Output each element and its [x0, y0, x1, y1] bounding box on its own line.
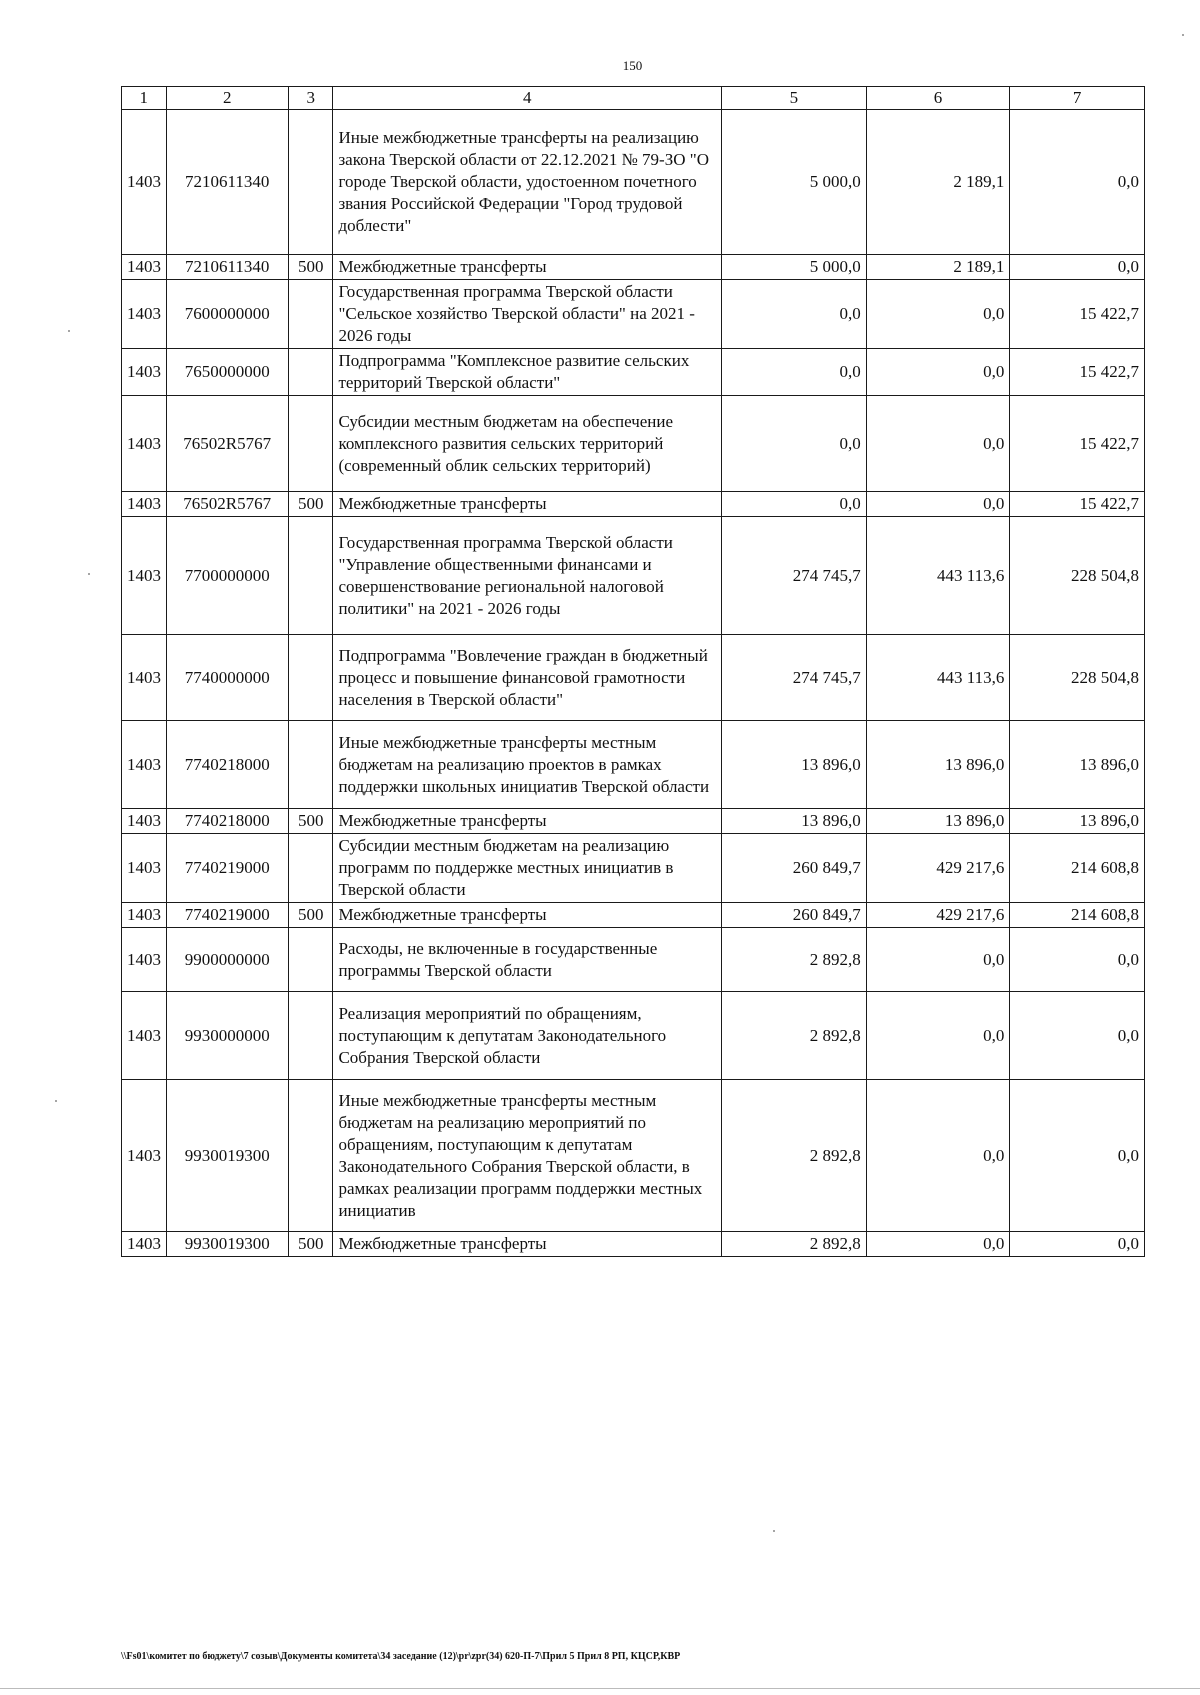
section-code-cell: 1403	[122, 992, 167, 1080]
expense-type-code-cell: 500	[288, 1232, 333, 1257]
amount-2023-cell: 0,0	[866, 992, 1010, 1080]
expense-type-code-cell	[288, 396, 333, 492]
amount-2022-cell: 0,0	[722, 396, 867, 492]
amount-2022-cell: 274 745,7	[722, 635, 867, 721]
amount-2022-cell: 0,0	[722, 492, 867, 517]
description-cell: Межбюджетные трансферты	[333, 903, 722, 928]
target-article-code-cell: 76502R5767	[166, 492, 288, 517]
amount-2023-cell: 2 189,1	[866, 110, 1010, 255]
target-article-code-cell: 9930019300	[166, 1232, 288, 1257]
header-row	[122, 87, 1145, 110]
column-header-3: 3	[288, 87, 333, 110]
amount-2022-cell: 13 896,0	[722, 721, 867, 809]
amount-2024-cell: 0,0	[1010, 928, 1145, 992]
amount-2024-cell: 228 504,8	[1010, 517, 1145, 635]
table-body	[122, 110, 1145, 1257]
description-cell: Межбюджетные трансферты	[333, 809, 722, 834]
scan-speck	[773, 1530, 775, 1532]
target-article-code-cell: 7650000000	[166, 349, 288, 396]
description-cell: Государственная программа Тверской области "Сельское хозяйство Тверской области" на 2021 - 2026 годы	[333, 280, 722, 349]
target-article-code-cell: 7210611340	[166, 110, 288, 255]
amount-2023-cell: 0,0	[866, 280, 1010, 349]
amount-2024-cell: 15 422,7	[1010, 349, 1145, 396]
amount-2022-cell: 2 892,8	[722, 928, 867, 992]
amount-2022-cell: 274 745,7	[722, 517, 867, 635]
table-row	[122, 992, 1145, 1080]
amount-2023-cell: 13 896,0	[866, 809, 1010, 834]
target-article-code-cell: 7600000000	[166, 280, 288, 349]
target-article-code-cell: 76502R5767	[166, 396, 288, 492]
section-code-cell: 1403	[122, 280, 167, 349]
amount-2024-cell: 0,0	[1010, 1232, 1145, 1257]
target-article-code-cell: 7740000000	[166, 635, 288, 721]
amount-2023-cell: 429 217,6	[866, 903, 1010, 928]
target-article-code-cell: 9930019300	[166, 1080, 288, 1232]
description-cell: Иные межбюджетные трансферты местным бюджетам на реализацию проектов в рамках поддержки школьных инициатив Тверской области	[333, 721, 722, 809]
target-article-code-cell: 7700000000	[166, 517, 288, 635]
expense-type-code-cell	[288, 721, 333, 809]
budget-table	[121, 86, 1145, 1257]
amount-2022-cell: 2 892,8	[722, 992, 867, 1080]
column-header-1: 1	[122, 87, 167, 110]
section-code-cell: 1403	[122, 349, 167, 396]
amount-2022-cell: 13 896,0	[722, 809, 867, 834]
section-code-cell: 1403	[122, 1080, 167, 1232]
table-row	[122, 834, 1145, 903]
amount-2023-cell: 13 896,0	[866, 721, 1010, 809]
amount-2024-cell: 15 422,7	[1010, 396, 1145, 492]
column-header-4: 4	[333, 87, 722, 110]
amount-2023-cell: 0,0	[866, 928, 1010, 992]
section-code-cell: 1403	[122, 396, 167, 492]
section-code-cell: 1403	[122, 834, 167, 903]
table-row	[122, 635, 1145, 721]
description-cell: Государственная программа Тверской области "Управление общественными финансами и совершенствование региональной налоговой политики" на 2021 - 2026 годы	[333, 517, 722, 635]
table-row	[122, 280, 1145, 349]
column-header-2: 2	[166, 87, 288, 110]
section-code-cell: 1403	[122, 721, 167, 809]
description-cell: Межбюджетные трансферты	[333, 492, 722, 517]
expense-type-code-cell: 500	[288, 903, 333, 928]
section-code-cell: 1403	[122, 635, 167, 721]
column-header-5: 5	[722, 87, 867, 110]
expense-type-code-cell	[288, 834, 333, 903]
section-code-cell: 1403	[122, 110, 167, 255]
amount-2022-cell: 260 849,7	[722, 903, 867, 928]
amount-2023-cell: 0,0	[866, 1232, 1010, 1257]
table-row	[122, 903, 1145, 928]
amount-2024-cell: 15 422,7	[1010, 280, 1145, 349]
expense-type-code-cell	[288, 635, 333, 721]
expense-type-code-cell	[288, 349, 333, 396]
description-cell: Межбюджетные трансферты	[333, 1232, 722, 1257]
table-row	[122, 809, 1145, 834]
amount-2024-cell: 0,0	[1010, 1080, 1145, 1232]
amount-2024-cell: 0,0	[1010, 110, 1145, 255]
target-article-code-cell: 7740219000	[166, 903, 288, 928]
table-row	[122, 396, 1145, 492]
scan-speck	[1182, 34, 1184, 36]
column-header-6: 6	[866, 87, 1010, 110]
target-article-code-cell: 7740219000	[166, 834, 288, 903]
amount-2024-cell: 0,0	[1010, 255, 1145, 280]
amount-2022-cell: 2 892,8	[722, 1080, 867, 1232]
expense-type-code-cell: 500	[288, 809, 333, 834]
description-cell: Реализация мероприятий по обращениям, поступающим к депутатам Законодательного Собрания Тверской области	[333, 992, 722, 1080]
amount-2023-cell: 0,0	[866, 492, 1010, 517]
amount-2024-cell: 13 896,0	[1010, 809, 1145, 834]
section-code-cell: 1403	[122, 903, 167, 928]
amount-2022-cell: 5 000,0	[722, 255, 867, 280]
table-row	[122, 928, 1145, 992]
description-cell: Расходы, не включенные в государственные программы Тверской области	[333, 928, 722, 992]
table-row	[122, 1080, 1145, 1232]
amount-2023-cell: 0,0	[866, 1080, 1010, 1232]
section-code-cell: 1403	[122, 492, 167, 517]
description-cell: Субсидии местным бюджетам на обеспечение комплексного развития сельских территорий (современный облик сельских территорий)	[333, 396, 722, 492]
section-code-cell: 1403	[122, 255, 167, 280]
expense-type-code-cell: 500	[288, 255, 333, 280]
target-article-code-cell: 9930000000	[166, 992, 288, 1080]
table-row	[122, 349, 1145, 396]
description-cell: Межбюджетные трансферты	[333, 255, 722, 280]
column-header-7: 7	[1010, 87, 1145, 110]
expense-type-code-cell	[288, 517, 333, 635]
amount-2023-cell: 429 217,6	[866, 834, 1010, 903]
amount-2024-cell: 0,0	[1010, 992, 1145, 1080]
description-cell: Субсидии местным бюджетам на реализацию программ по поддержке местных инициатив в Тверской области	[333, 834, 722, 903]
amount-2024-cell: 228 504,8	[1010, 635, 1145, 721]
expense-type-code-cell	[288, 110, 333, 255]
expense-type-code-cell	[288, 280, 333, 349]
description-cell: Подпрограмма "Комплексное развитие сельских территорий Тверской области"	[333, 349, 722, 396]
table-row	[122, 721, 1145, 809]
scan-edge-line	[0, 1688, 1200, 1689]
amount-2022-cell: 0,0	[722, 280, 867, 349]
expense-type-code-cell: 500	[288, 492, 333, 517]
section-code-cell: 1403	[122, 928, 167, 992]
table-row	[122, 517, 1145, 635]
section-code-cell: 1403	[122, 809, 167, 834]
description-cell: Иные межбюджетные трансферты на реализацию закона Тверской области от 22.12.2021 № 79-ЗО "О городе Тверской области, удостоенном почетного звания Российской Федерации "Город трудовой доблести"	[333, 110, 722, 255]
target-article-code-cell: 7740218000	[166, 809, 288, 834]
amount-2023-cell: 0,0	[866, 349, 1010, 396]
amount-2023-cell: 0,0	[866, 396, 1010, 492]
amount-2022-cell: 260 849,7	[722, 834, 867, 903]
table-row	[122, 1232, 1145, 1257]
section-code-cell: 1403	[122, 1232, 167, 1257]
amount-2024-cell: 13 896,0	[1010, 721, 1145, 809]
expense-type-code-cell	[288, 992, 333, 1080]
target-article-code-cell: 7210611340	[166, 255, 288, 280]
target-article-code-cell: 7740218000	[166, 721, 288, 809]
amount-2023-cell: 443 113,6	[866, 635, 1010, 721]
table-row	[122, 110, 1145, 255]
amount-2024-cell: 214 608,8	[1010, 834, 1145, 903]
amount-2022-cell: 2 892,8	[722, 1232, 867, 1257]
amount-2023-cell: 2 189,1	[866, 255, 1010, 280]
amount-2023-cell: 443 113,6	[866, 517, 1010, 635]
table-row	[122, 492, 1145, 517]
scan-speck	[68, 330, 70, 332]
description-cell: Подпрограмма "Вовлечение граждан в бюджетный процесс и повышение финансовой грамотности населения в Тверской области"	[333, 635, 722, 721]
expense-type-code-cell	[288, 1080, 333, 1232]
table-row	[122, 255, 1145, 280]
description-cell: Иные межбюджетные трансферты местным бюджетам на реализацию мероприятий по обращениям, поступающим к депутатам Законодательного Собрания Тверской области, в рамках реализации программ поддержки местных инициатив	[333, 1080, 722, 1232]
scan-speck	[88, 573, 90, 575]
footer-file-path: \\Fs01\комитет по бюджету\7 созыв\Документы комитета\34 заседание (12)\pr\zpr(34) 620-П-7\Прил 5 Прил 8 РП, КЦСР,КВР	[121, 1651, 681, 1662]
amount-2022-cell: 0,0	[722, 349, 867, 396]
amount-2024-cell: 15 422,7	[1010, 492, 1145, 517]
target-article-code-cell: 9900000000	[166, 928, 288, 992]
amount-2024-cell: 214 608,8	[1010, 903, 1145, 928]
section-code-cell: 1403	[122, 517, 167, 635]
page-number: 150	[622, 58, 643, 73]
expense-type-code-cell	[288, 928, 333, 992]
amount-2022-cell: 5 000,0	[722, 110, 867, 255]
scan-speck	[55, 1100, 57, 1102]
